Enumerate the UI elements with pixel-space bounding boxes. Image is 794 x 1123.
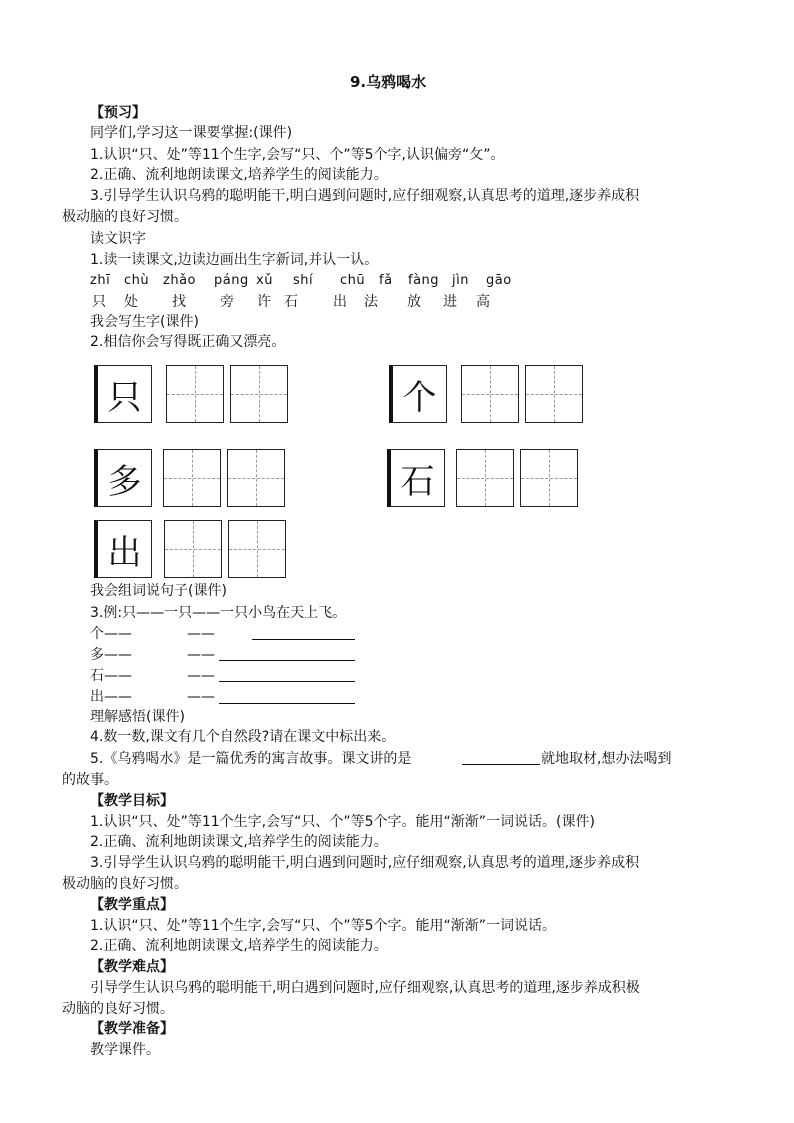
preview-goal-2: 2.正确、流利地朗读课文,培养学生的阅读能力。 <box>90 167 388 183</box>
understanding-q4: 4.数一数,课文有几个自然段?请在课文中标出来。 <box>90 729 396 745</box>
writing-task-2: 2.相信你会写得既正确又漂亮。 <box>90 334 286 350</box>
page-title: 9.乌鸦喝水 <box>350 73 427 91</box>
hanzi: 高 <box>476 294 490 310</box>
writing-practice-box[interactable] <box>228 520 286 578</box>
preview-goal-1: 1.认识“只、处”等11个生字,会写“只、个”等5个字,认识偏旁“攵”。 <box>90 147 505 163</box>
writing-practice-box[interactable] <box>525 365 583 423</box>
model-character: 只 <box>107 377 142 418</box>
writing-practice-box[interactable] <box>164 520 222 578</box>
reading-heading: 读文识字 <box>90 231 146 247</box>
writing-practice-box[interactable] <box>227 449 285 507</box>
model-character: 个 <box>402 377 437 418</box>
word-row-char: 出—— <box>90 689 132 705</box>
pinyin: chù <box>124 273 150 288</box>
writing-practice-box[interactable] <box>230 365 288 423</box>
objective-3-line-2: 极动脑的良好习惯。 <box>62 876 188 892</box>
writing-practice-box[interactable] <box>166 365 224 423</box>
answer-line[interactable] <box>252 639 355 640</box>
words-heading: 我会组词说句子(课件) <box>90 583 227 599</box>
preparation-heading: 【教学准备】 <box>90 1021 174 1037</box>
pinyin: xǔ <box>256 273 273 288</box>
hanzi: 找 <box>172 294 186 310</box>
writing-model-box <box>389 365 447 423</box>
hanzi: 只 <box>92 294 106 310</box>
hanzi: 出 <box>333 294 347 310</box>
writing-practice-box[interactable] <box>520 449 578 507</box>
answer-line[interactable] <box>219 660 355 661</box>
word-row-dash: —— <box>187 689 215 705</box>
pinyin: shí <box>293 273 314 288</box>
preview-heading: 【预习】 <box>90 105 146 121</box>
objective-3-line-1: 3.引导学生认识乌鸦的聪明能干,明白遇到问题时,应仔细观察,认真思考的道理,逐步养成积 <box>90 855 640 871</box>
difficulties-heading: 【教学难点】 <box>90 959 174 975</box>
hanzi: 进 <box>443 294 457 310</box>
understanding-heading: 理解感悟(课件) <box>90 709 185 725</box>
key-points-heading: 【教学重点】 <box>90 897 174 913</box>
writing-practice-box[interactable] <box>456 449 514 507</box>
preview-goal-3-line-2: 极动脑的良好习惯。 <box>62 209 188 225</box>
word-row-dash: —— <box>187 668 215 684</box>
pinyin: zhī <box>90 273 111 288</box>
writing-model-box <box>387 449 445 507</box>
preview-goal-3-line-1: 3.引导学生认识乌鸦的聪明能干,明白遇到问题时,应仔细观察,认真思考的道理,逐步养成积 <box>90 188 640 204</box>
difficulty-line-1: 引导学生认识乌鸦的聪明能干,明白遇到问题时,应仔细观察,认真思考的道理,逐步养成积极 <box>90 980 640 996</box>
pinyin: zhǎo <box>163 273 196 288</box>
pinyin: chū <box>340 273 366 288</box>
word-row-dash: —— <box>187 626 215 642</box>
word-row-char: 个—— <box>90 626 132 642</box>
hanzi: 放 <box>407 294 421 310</box>
writing-practice-box[interactable] <box>461 365 519 423</box>
reading-task-1: 1.读一读课文,边读边画出生字新词,并认一认。 <box>90 252 379 268</box>
key-point-2: 2.正确、流利地朗读课文,培养学生的阅读能力。 <box>90 938 388 954</box>
writing-model-box <box>94 365 152 423</box>
objective-2: 2.正确、流利地朗读课文,培养学生的阅读能力。 <box>90 834 388 850</box>
writing-heading: 我会写生字(课件) <box>90 314 199 330</box>
word-row-char: 石—— <box>90 668 132 684</box>
pinyin: jìn <box>452 273 469 288</box>
answer-line[interactable] <box>219 703 355 704</box>
writing-model-box <box>94 520 152 578</box>
preview-intro: 同学们,学习这一课要掌握:(课件) <box>90 125 293 141</box>
hanzi: 处 <box>124 294 138 310</box>
objective-1: 1.认识“只、处”等11个生字,会写“只、个”等5个字。能用“渐渐”一词说话。(课件) <box>90 814 595 830</box>
preparation-text: 教学课件。 <box>90 1042 160 1058</box>
pinyin: páng <box>214 273 249 288</box>
understanding-q5-line-2: 的故事。 <box>62 772 118 788</box>
word-row-char: 多—— <box>90 647 132 663</box>
objectives-heading: 【教学目标】 <box>90 793 174 809</box>
hanzi: 许 <box>257 294 271 310</box>
writing-model-box <box>94 449 152 507</box>
key-point-1: 1.认识“只、处”等11个生字,会写“只、个”等5个字。能用“渐渐”一词说话。 <box>90 918 557 934</box>
model-character: 石 <box>400 461 435 502</box>
answer-line[interactable] <box>462 764 540 765</box>
words-example: 3.例:只——一只——一只小鸟在天上飞。 <box>90 605 347 621</box>
model-character: 多 <box>107 461 142 502</box>
hanzi: 旁 <box>220 294 234 310</box>
pinyin: fǎ <box>379 273 393 288</box>
model-character: 出 <box>107 532 142 573</box>
answer-line[interactable] <box>219 681 355 682</box>
understanding-q5-part-2: 就地取材,想办法喝到 <box>541 751 672 767</box>
pinyin: gāo <box>486 273 512 288</box>
hanzi: 石 <box>284 294 298 310</box>
understanding-q5-part-1: 5.《乌鸦喝水》是一篇优秀的寓言故事。课文讲的是 <box>90 751 412 767</box>
hanzi: 法 <box>364 294 378 310</box>
writing-practice-box[interactable] <box>163 449 221 507</box>
pinyin: fàng <box>408 273 440 288</box>
difficulty-line-2: 动脑的良好习惯。 <box>62 1001 174 1017</box>
word-row-dash: —— <box>187 647 215 663</box>
